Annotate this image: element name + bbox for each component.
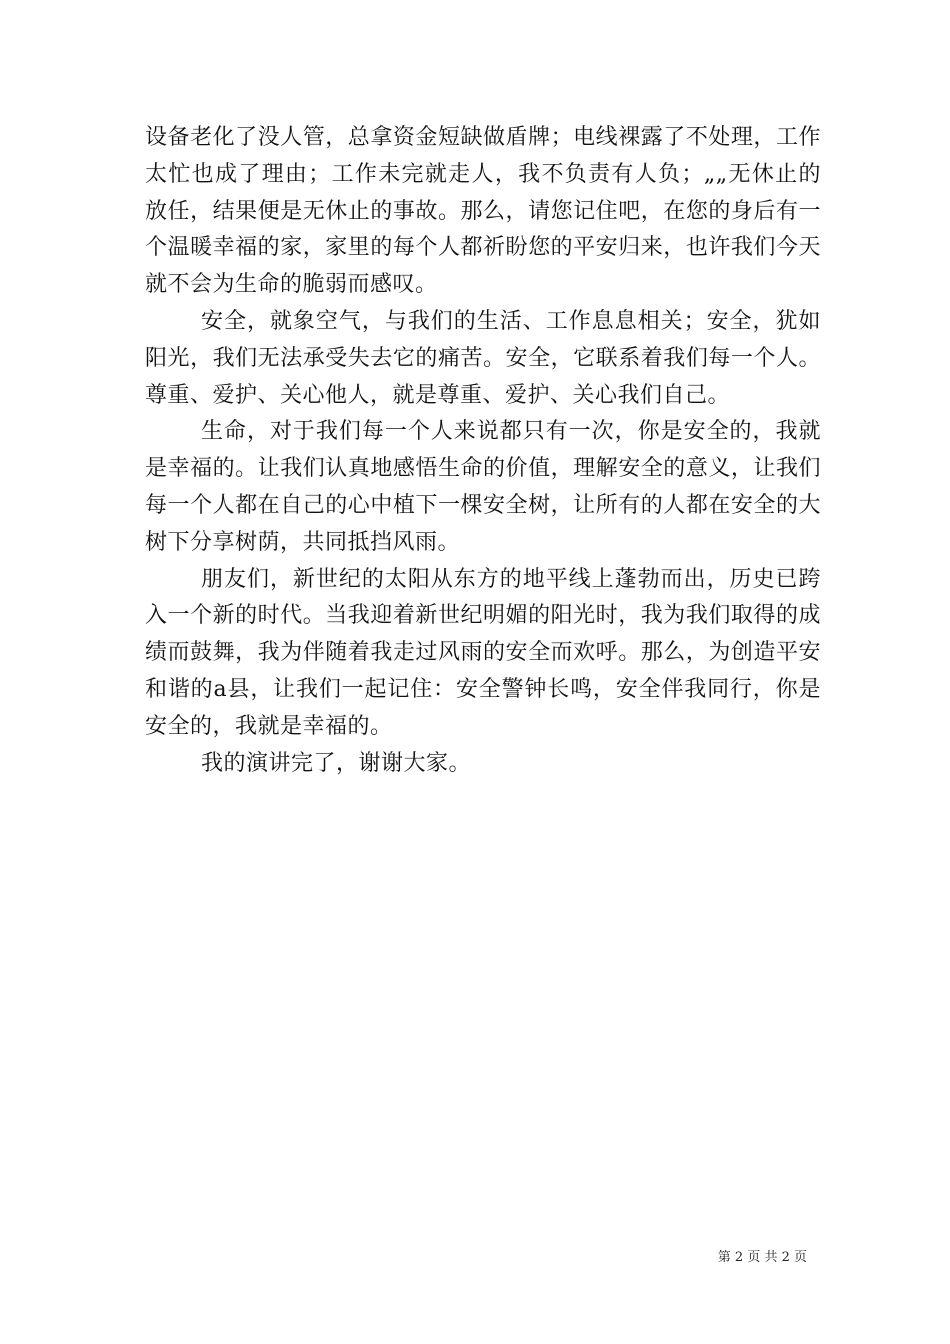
page-number-footer: 第 2 页 共 2 页	[717, 1250, 807, 1265]
document-body	[145, 120, 821, 782]
paragraph-closing: 我的演讲完了，谢谢大家。	[201, 750, 472, 776]
paragraph-new-century: 朋友们，新世纪的太阳从东方的地平线上蓬勃而出，历史已跨入一个新的时代。当我迎着新世纪明媚的阳光时，我为我们取得的成绩而鼓舞，我为伴随着我走过风雨的安全而欢呼。那么，为创造平安和谐的a县，让我们一起记住：安全警钟长鸣，安全伴我同行，你是安全的，我就是幸福的。	[145, 566, 821, 739]
paragraph-life-once: 生命，对于我们每一个人来说都只有一次，你是安全的，我就是幸福的。让我们认真地感悟生命的价值，理解安全的意义，让我们每一个人都在自己的心中植下一棵安全树，让所有的人都在安全的大树下分享树荫，共同抵挡风雨。	[145, 419, 821, 555]
paragraph-safety-like-air: 安全，就象空气，与我们的生活、工作息息相关；安全，犹如阳光，我们无法承受失去它的痛苦。安全，它联系着我们每一个人。尊重、爱护、关心他人，就是尊重、爱护、关心我们自己。	[145, 308, 821, 408]
paragraph-continuation: 设备老化了没人管，总拿资金短缺做盾牌；电线裸露了不处理，工作太忙也成了理由；工作未完就走人，我不负责有人负；„„无休止的放任，结果便是无休止的事故。那么，请您记住吧，在您的身后有一个温暖幸福的家，家里的每个人都祈盼您的平安归来，也许我们今天就不会为生命的脆弱而感叹。	[145, 125, 821, 298]
